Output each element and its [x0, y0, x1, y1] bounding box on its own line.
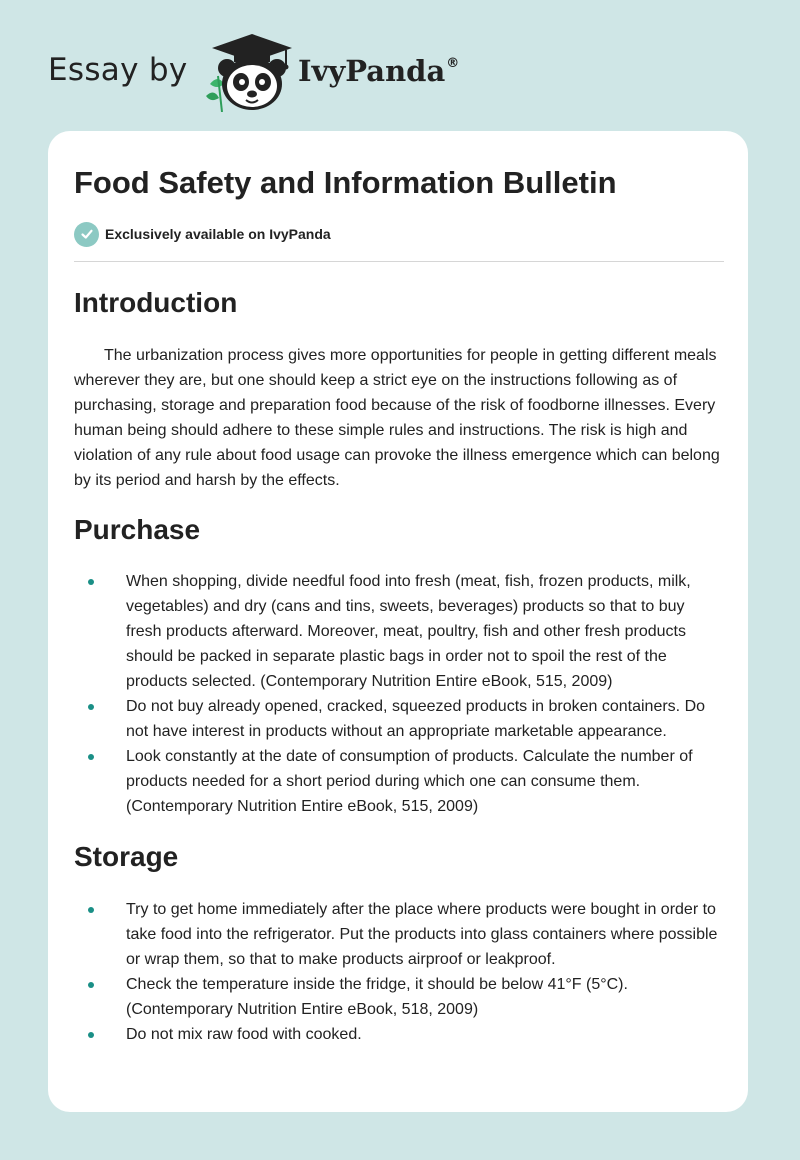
introduction-paragraph: The urbanization process gives more opportunities for people in getting different meals wherever they are, but one should keep a strict eye on the instructions following as of purchasing, storage and preparation food because of the risk of foodborne illnesses. Every human being should adhere to these simple rules and instructions. The risk is high and violation of any rule about food usage can provoke the illness emergence which can belong by its period and harsh by the effects.	[74, 347, 720, 489]
site-header	[48, 32, 548, 112]
essay-card	[48, 131, 748, 1112]
bullet-icon	[88, 907, 94, 913]
heading-storage: Storage	[74, 841, 179, 872]
exclusive-badge	[74, 221, 331, 247]
heading-purchase: Purchase	[74, 514, 201, 545]
list-item: When shopping, divide needful food into fresh (meat, fish, frozen products, milk, vegetables) and dry (cans and tins, sweets, beverages) products so that to buy fresh products afterward. Moreover, meat, poultry, fish and other fresh products should be packed in separate plastic bags in order not to spoil the rest of the products selected. (Contemporary Nutrition Entire eBook, 515, 2009)	[74, 569, 724, 694]
purchase-list	[74, 569, 724, 819]
list-item: Check the temperature inside the fridge, it should be below 41°F (5°C). (Contemporary Nutrition Entire eBook, 518, 2009)	[74, 972, 724, 1022]
exclusive-label: Exclusively available on IvyPanda	[105, 226, 331, 242]
list-item: Do not mix raw food with cooked.	[74, 1022, 724, 1047]
bullet-icon	[88, 704, 94, 710]
panda-logo-icon[interactable]	[200, 32, 296, 112]
essay-by-label: Essay by	[48, 52, 188, 88]
bullet-icon	[88, 579, 94, 585]
brand-name[interactable]: IvyPanda®	[298, 54, 460, 88]
list-item: Try to get home immediately after the place where products were bought in order to take food into the refrigerator. Put the products into glass containers where possible or wrap them, so that to make products airproof or leakproof.	[74, 897, 724, 972]
heading-introduction: Introduction	[74, 287, 238, 318]
bullet-icon	[88, 1032, 94, 1038]
divider	[74, 261, 724, 262]
bullet-icon	[88, 754, 94, 760]
list-item: Look constantly at the date of consumption of products. Calculate the number of products needed for a short period during which one can consume them. (Contemporary Nutrition Entire eBook, 515, 2009)	[74, 744, 724, 819]
page-title: Food Safety and Information Bulletin	[74, 165, 617, 200]
storage-list	[74, 897, 724, 1047]
check-icon	[74, 222, 99, 247]
list-item: Do not buy already opened, cracked, squeezed products in broken containers. Do not have interest in products without an appropriate marketable appearance.	[74, 694, 724, 744]
bullet-icon	[88, 982, 94, 988]
registered-mark: ®	[446, 56, 460, 71]
